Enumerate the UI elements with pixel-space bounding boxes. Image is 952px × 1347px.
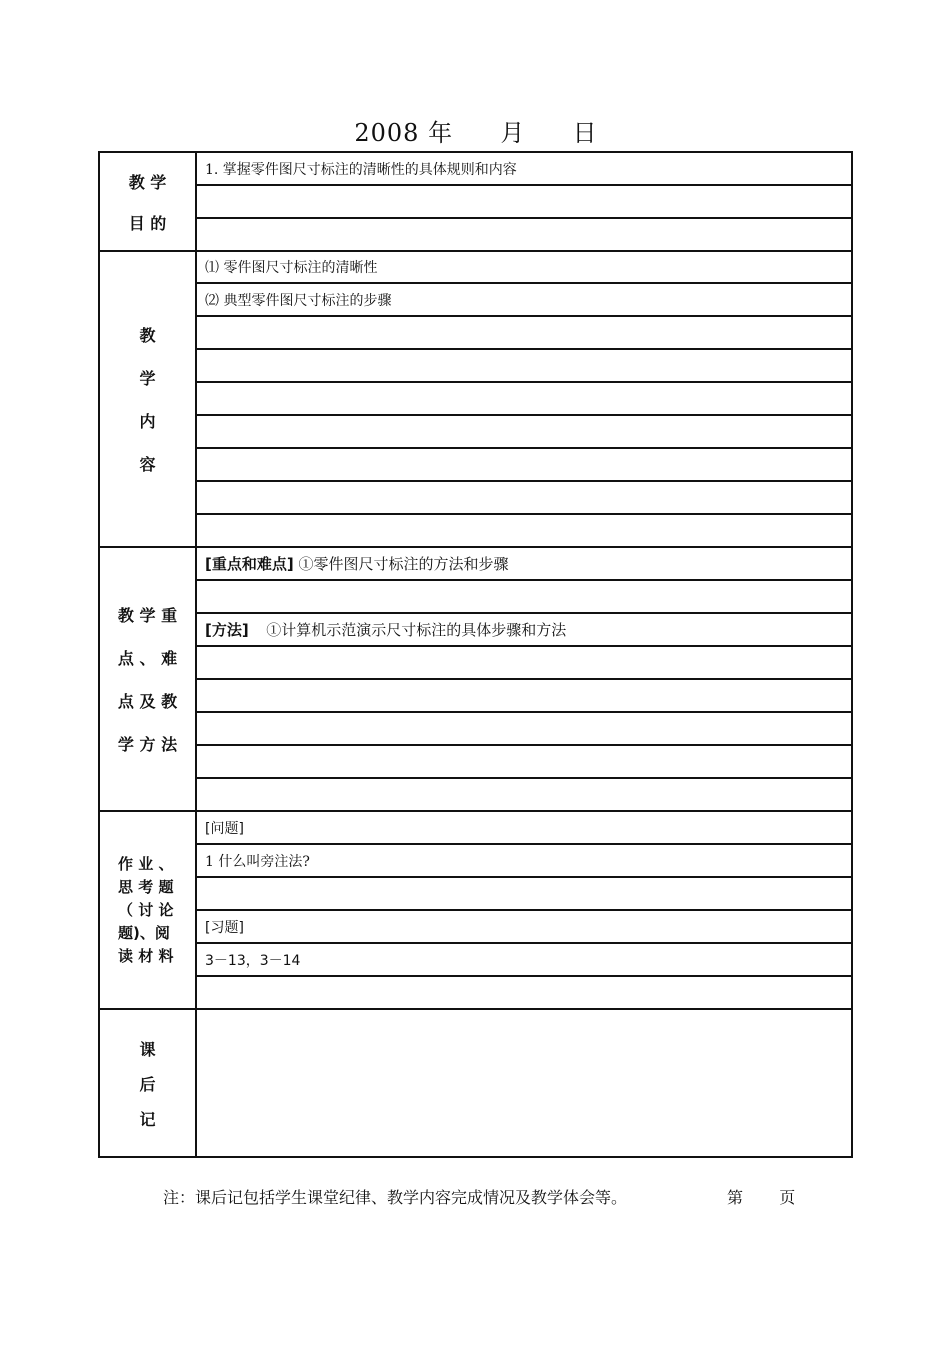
key-points-cell[interactable] xyxy=(196,745,852,778)
objectives-label xyxy=(99,152,196,251)
focus-tag: [重点和难点] xyxy=(205,555,294,573)
page-number xyxy=(727,1185,795,1208)
reflection-label-line: 课 xyxy=(139,1039,156,1059)
year-unit: 年 xyxy=(428,119,454,147)
homework-cell[interactable] xyxy=(196,877,852,910)
key-points-label-line: 学 方 法 xyxy=(117,735,178,754)
reflection-label xyxy=(99,1009,196,1157)
page-suffix: 页 xyxy=(779,1188,796,1207)
content-cell[interactable] xyxy=(196,514,852,547)
content-label-line: 教 xyxy=(139,326,156,345)
content-label-line: 内 xyxy=(139,412,156,431)
key-points-cell[interactable] xyxy=(196,778,852,811)
homework-label-line: （ 讨 论 xyxy=(118,900,174,919)
page-prefix: 第 xyxy=(727,1188,744,1207)
content-cell[interactable] xyxy=(196,415,852,448)
key-points-label-line: 点 及 教 xyxy=(117,692,178,711)
key-points-cell[interactable] xyxy=(196,712,852,745)
objectives-cell[interactable] xyxy=(196,185,852,218)
content-label-line: 容 xyxy=(139,455,156,474)
question-1-cell[interactable]: 1 什么叫旁注法? xyxy=(196,844,852,877)
key-points-label-line: 点 、 难 xyxy=(117,649,178,668)
reflection-cell[interactable] xyxy=(196,1009,852,1157)
reflection-label-line: 后 xyxy=(139,1074,156,1094)
key-points-label xyxy=(99,547,196,811)
homework-cell[interactable] xyxy=(196,976,852,1009)
day-unit: 日 xyxy=(572,119,598,147)
key-points-label-line: 教 学 重 xyxy=(117,606,178,625)
focus-cell[interactable] xyxy=(196,547,852,580)
content-cell[interactable] xyxy=(196,448,852,481)
exercise-tag-cell[interactable]: [习题] xyxy=(196,910,852,943)
question-tag-cell[interactable]: [问题] xyxy=(196,811,852,844)
objectives-cell[interactable]: 1. 掌握零件图尺寸标注的清晰性的具体规则和内容 xyxy=(196,152,852,185)
month-unit: 月 xyxy=(500,119,526,147)
content-label xyxy=(99,251,196,547)
key-points-cell[interactable] xyxy=(196,646,852,679)
content-cell[interactable] xyxy=(196,316,852,349)
homework-label-line: 作 业 、 xyxy=(118,854,174,873)
homework-label-line: 思 考 题 xyxy=(118,877,174,896)
homework-label-line: 读 材 料 xyxy=(118,946,174,965)
homework-label-line: 题)、阅 xyxy=(118,923,170,942)
exercise-cell[interactable]: 3－13，3－14 xyxy=(196,943,852,976)
lesson-plan-table xyxy=(98,151,853,1158)
method-cell[interactable] xyxy=(196,613,852,646)
content-cell[interactable]: ⑵ 典型零件图尺寸标注的步骤 xyxy=(196,283,852,316)
content-cell[interactable]: ⑴ 零件图尺寸标注的清晰性 xyxy=(196,251,852,283)
method-text: ①计算机示范演示尺寸标注的具体步骤和方法 xyxy=(266,621,567,639)
content-label-line: 学 xyxy=(139,369,156,388)
document-date-header xyxy=(0,113,952,148)
footer-note: 注：课后记包括学生课堂纪律、教学内容完成情况及教学体会等。 xyxy=(163,1188,628,1207)
content-cell[interactable] xyxy=(196,382,852,415)
reflection-label-line: 记 xyxy=(139,1109,156,1129)
content-cell[interactable] xyxy=(196,481,852,514)
objectives-label-line: 目 的 xyxy=(128,213,167,233)
method-tag: [方法] xyxy=(205,621,249,639)
focus-text: ①零件图尺寸标注的方法和步骤 xyxy=(298,555,509,573)
content-cell[interactable] xyxy=(196,349,852,382)
objectives-label-line: 教 学 xyxy=(128,172,167,192)
objectives-cell[interactable] xyxy=(196,218,852,251)
objectives-row-1 xyxy=(99,152,852,185)
key-points-cell[interactable] xyxy=(196,580,852,613)
year-value: 2008 xyxy=(354,119,420,147)
key-points-cell[interactable] xyxy=(196,679,852,712)
homework-label xyxy=(99,811,196,1009)
